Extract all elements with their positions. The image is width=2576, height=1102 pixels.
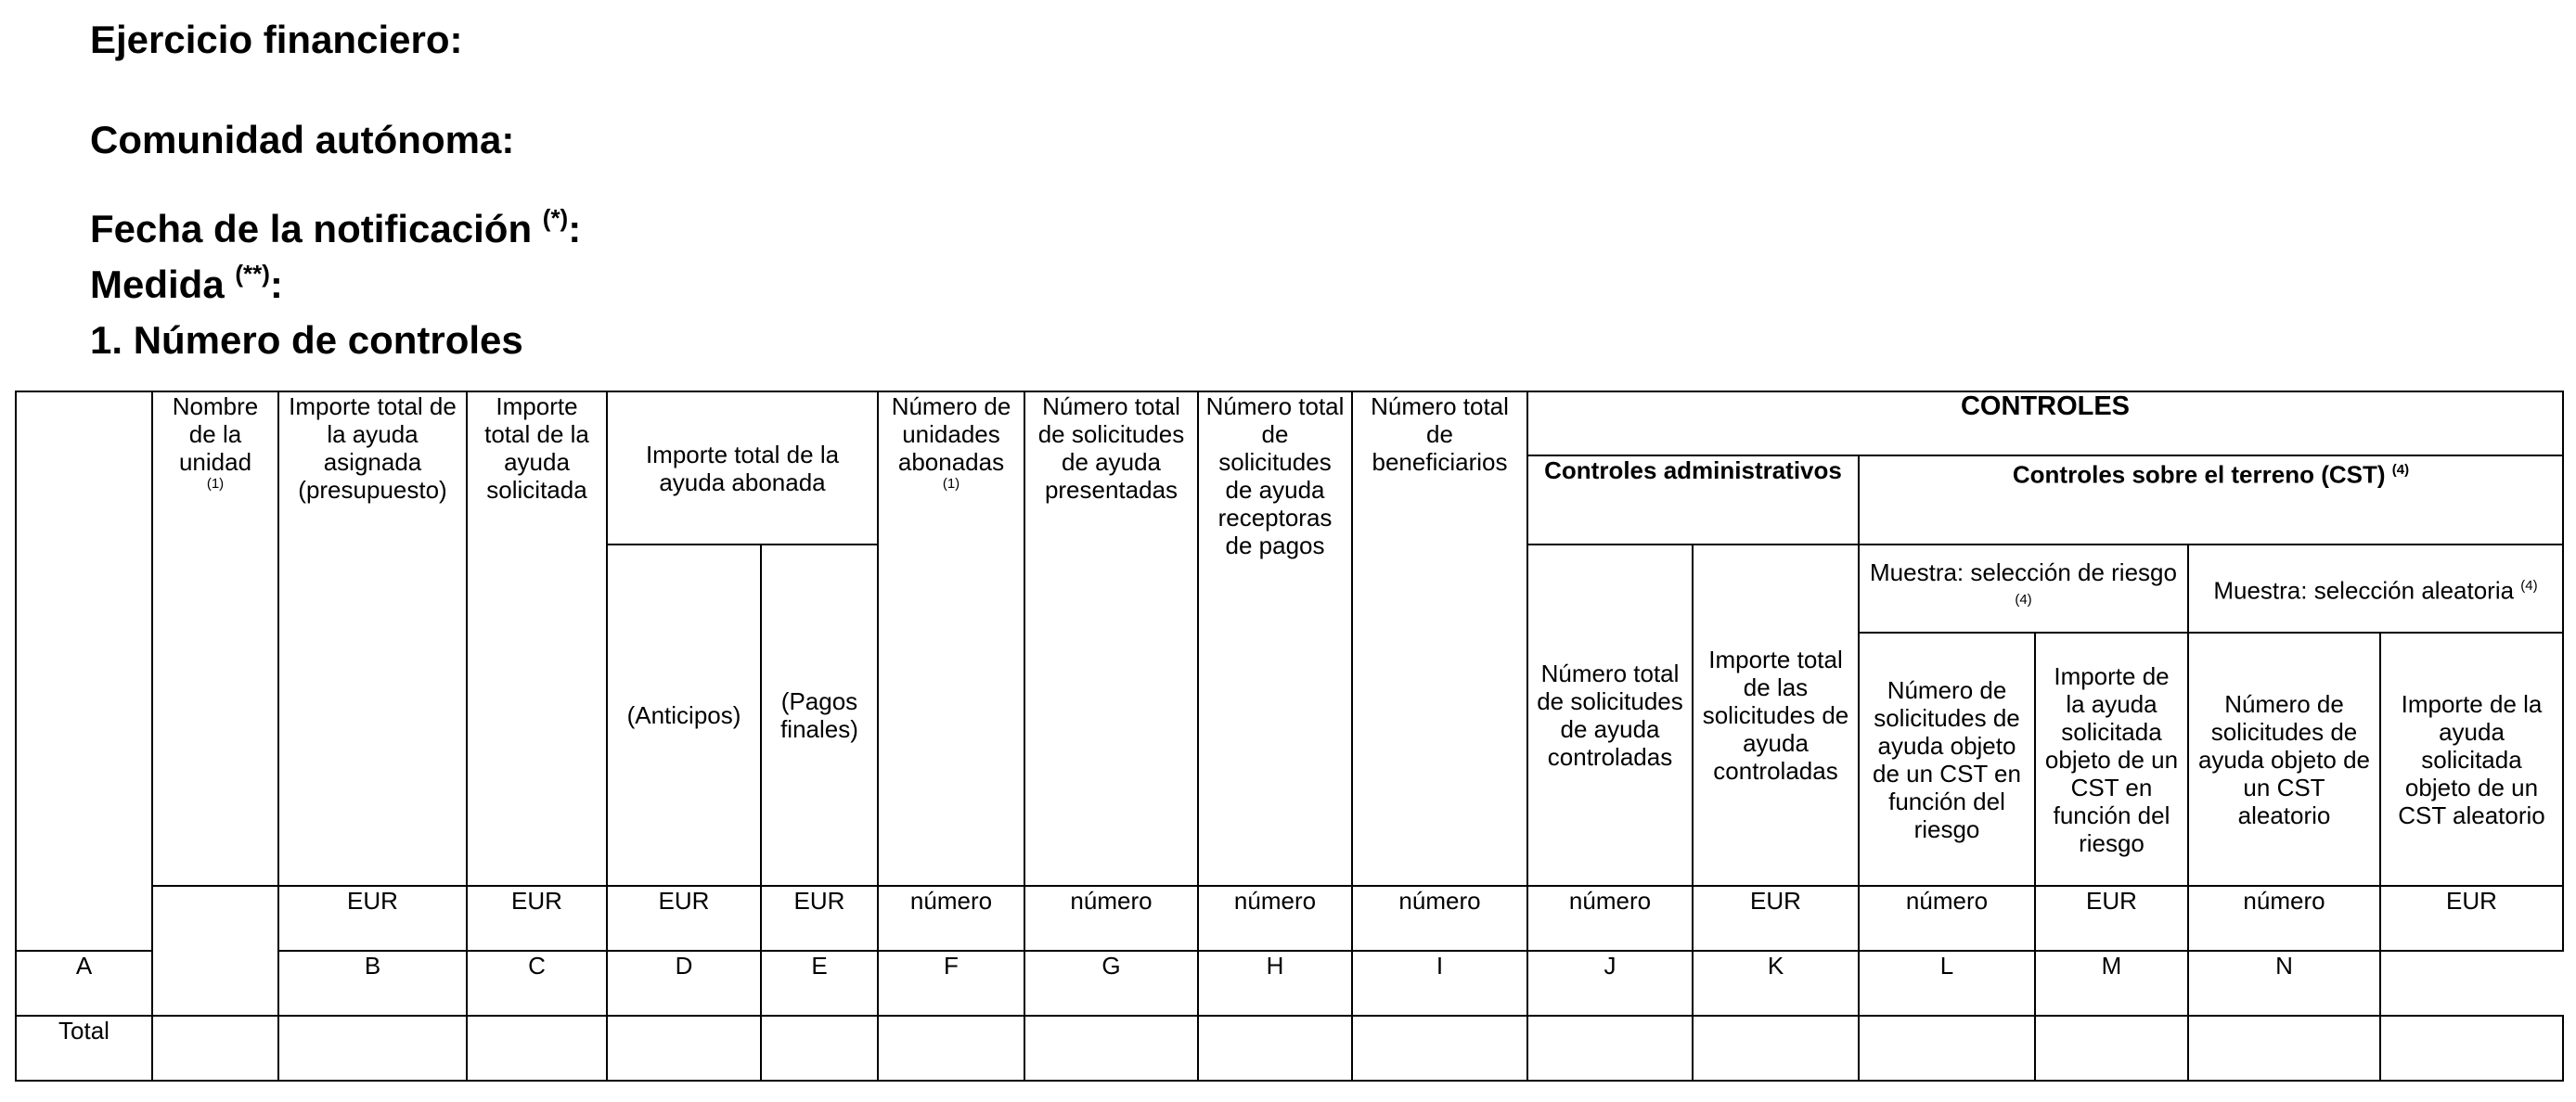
total-n-cell[interactable] bbox=[2380, 1016, 2563, 1081]
letter-b: B bbox=[278, 951, 467, 1016]
unit-b: EUR bbox=[467, 886, 607, 951]
measure-text: Medida bbox=[90, 263, 225, 306]
unit-j: EUR bbox=[1693, 886, 1859, 951]
total-f-cell[interactable] bbox=[1024, 1016, 1198, 1081]
total-i-cell[interactable] bbox=[1527, 1016, 1693, 1081]
letter-f: F bbox=[878, 951, 1024, 1016]
unit-i: número bbox=[1527, 886, 1693, 951]
total-h-cell[interactable] bbox=[1352, 1016, 1527, 1081]
header-nombre-unidad bbox=[152, 391, 278, 886]
total-j-cell[interactable] bbox=[1693, 1016, 1859, 1081]
total-b-cell[interactable] bbox=[467, 1016, 607, 1081]
letter-i: I bbox=[1352, 951, 1527, 1016]
header-col-a: Importe total de la ayuda asignada (presupuesto) bbox=[278, 391, 467, 886]
header-risk-note: (4) bbox=[2015, 592, 2032, 609]
header-cst-note: (4) bbox=[2391, 462, 2410, 478]
total-g-cell[interactable] bbox=[1198, 1016, 1352, 1081]
header-col-j: Importe total de las solicitudes de ayuda controladas bbox=[1693, 545, 1859, 886]
header-col-i: Número total de solicitudes de ayuda controladas bbox=[1527, 545, 1693, 886]
letter-c: C bbox=[467, 951, 607, 1016]
header-col-c: (Anticipos) bbox=[607, 545, 761, 886]
unit-n: EUR bbox=[2380, 886, 2563, 951]
unit-c: EUR bbox=[607, 886, 761, 951]
total-c-cell[interactable] bbox=[607, 1016, 761, 1081]
header-col-b: Importe total de la ayuda solicitada bbox=[467, 391, 607, 886]
header-random-note: (4) bbox=[2520, 578, 2538, 595]
unit-f: número bbox=[1024, 886, 1198, 951]
letter-j: J bbox=[1527, 951, 1693, 1016]
unit-d: EUR bbox=[761, 886, 878, 951]
total-e-cell[interactable] bbox=[878, 1016, 1024, 1081]
controls-table bbox=[15, 391, 2564, 1082]
total-d-cell[interactable] bbox=[761, 1016, 878, 1081]
header-col-l: Importe de la ayuda solicitada objeto de un CST en función del riesgo bbox=[2035, 633, 2188, 886]
row-label-header-cell bbox=[16, 391, 152, 951]
header-col-e-text: Número de unidades abonadas bbox=[891, 392, 1011, 476]
letter-a: A bbox=[16, 951, 152, 1016]
fiscal-year-label: Ejercicio financiero: bbox=[90, 18, 463, 61]
letter-n: N bbox=[2188, 951, 2380, 1016]
header-col-e-note: (1) bbox=[942, 476, 960, 492]
section-title: 1. Número de controles bbox=[90, 318, 523, 362]
header-col-k: Número de solicitudes de ayuda objeto de un CST en función del riesgo bbox=[1859, 633, 2035, 886]
notification-date-colon: : bbox=[568, 207, 582, 250]
nombre-unit-blank bbox=[152, 886, 278, 1016]
header-cst-text: Controles sobre el terreno (CST) bbox=[2012, 460, 2386, 489]
header-risk-sample bbox=[1859, 545, 2188, 633]
unit-h: número bbox=[1352, 886, 1527, 951]
header-random-text: Muestra: selección aleatoria bbox=[2213, 576, 2515, 605]
total-a-cell[interactable] bbox=[278, 1016, 467, 1081]
letter-m: M bbox=[2035, 951, 2188, 1016]
unit-g: número bbox=[1198, 886, 1352, 951]
letter-h: H bbox=[1198, 951, 1352, 1016]
header-col-cd: Importe total de la ayuda abonada bbox=[607, 391, 878, 545]
total-nombre-cell[interactable] bbox=[152, 1016, 278, 1081]
header-col-g: Número total de solicitudes de ayuda receptoras de pagos bbox=[1198, 391, 1352, 886]
letter-g: G bbox=[1024, 951, 1198, 1016]
header-cst bbox=[1859, 455, 2563, 545]
letter-e: E bbox=[761, 951, 878, 1016]
measure-label bbox=[90, 260, 283, 306]
header-controles: CONTROLES bbox=[1527, 391, 2563, 455]
header-admin-controls: Controles administrativos bbox=[1527, 455, 1859, 545]
letter-d: D bbox=[607, 951, 761, 1016]
notification-date-text: Fecha de la notificación bbox=[90, 207, 533, 250]
region-label: Comunidad autónoma: bbox=[90, 118, 515, 161]
header-nombre-text: Nombre de la unidad bbox=[172, 392, 259, 476]
header-col-h: Número total de beneficiarios bbox=[1352, 391, 1527, 886]
notification-date-label bbox=[90, 204, 582, 250]
total-k-cell[interactable] bbox=[1859, 1016, 2035, 1081]
header-risk-text: Muestra: selección de riesgo bbox=[1870, 558, 2177, 587]
header-col-f: Número total de solicitudes de ayuda presentadas bbox=[1024, 391, 1198, 886]
letter-k: K bbox=[1693, 951, 1859, 1016]
unit-e: número bbox=[878, 886, 1024, 951]
header-nombre-note: (1) bbox=[206, 476, 225, 492]
header-random-sample bbox=[2188, 545, 2563, 633]
header-col-d: (Pagos finales) bbox=[761, 545, 878, 886]
measure-colon: : bbox=[269, 263, 283, 306]
notification-date-note: (*) bbox=[542, 204, 569, 232]
letter-l: L bbox=[1859, 951, 2035, 1016]
header-col-m: Número de solicitudes de ayuda objeto de un CST aleatorio bbox=[2188, 633, 2380, 886]
total-m-cell[interactable] bbox=[2188, 1016, 2380, 1081]
unit-k: número bbox=[1859, 886, 2035, 951]
unit-a: EUR bbox=[278, 886, 467, 951]
measure-note: (**) bbox=[235, 260, 270, 288]
unit-l: EUR bbox=[2035, 886, 2188, 951]
total-label: Total bbox=[16, 1016, 152, 1081]
unit-m: número bbox=[2188, 886, 2380, 951]
header-col-n: Importe de la ayuda solicitada objeto de un CST aleatorio bbox=[2380, 633, 2563, 886]
header-col-e bbox=[878, 391, 1024, 886]
total-l-cell[interactable] bbox=[2035, 1016, 2188, 1081]
